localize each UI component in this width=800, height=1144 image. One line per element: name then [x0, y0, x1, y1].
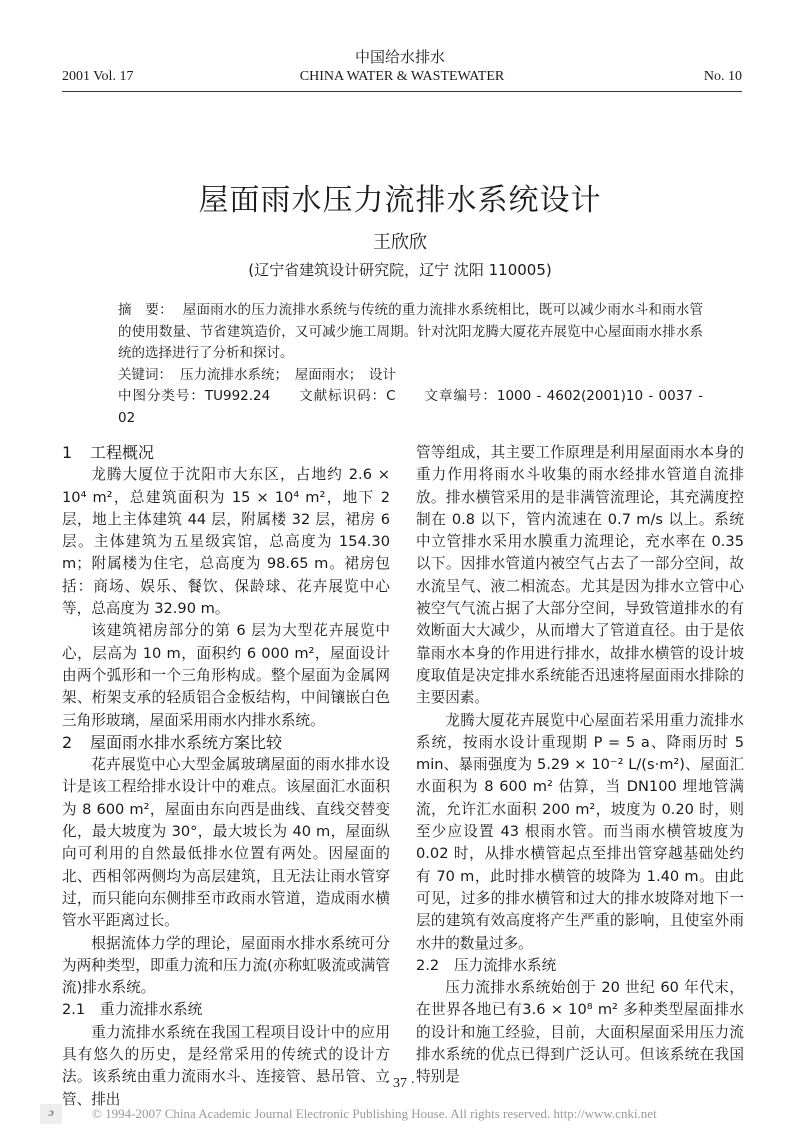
running-header [62, 69, 742, 89]
clc-number: 中图分类号：TU992.24 [118, 388, 271, 404]
keywords-label: 关键词： [118, 366, 172, 383]
paragraph: 龙腾大厦位于沈阳市大东区，占地约 2.6 × 10⁴ m²，总建筑面积为 15 × 10⁴ m²，地下 2 层，地上主体建筑 44 层，附属楼 32 层，裙房 6 层。主体建筑为五星级宾馆，总高度为 154.30 m；附属楼为住宅，总高度为 98.65 m。裙房包括：商场、娱乐、餐饮、保龄球、花卉展览中心等，总高度为 32.90 m。 [62, 466, 390, 618]
article-number: 文章编号：1000 - 4602(2001)10 - 0037 - 02 [118, 388, 703, 426]
keywords [95, 365, 703, 387]
section-title: 重力流排水系统 [100, 1001, 203, 1019]
paragraph: 该建筑裙房部分的第 6 层为大型花卉展览中心，层高为 10 m，面积约 6 000 m²，屋面设计由两个弧形和一个三角形构成。整个屋面为金属网架、桁架支承的轻质铝合金板结构，中间镶嵌白色三角形玻璃，屋面采用雨水内排水系统。 [62, 622, 390, 729]
abstract-text: 屋面雨水的压力流排水系统与传统的重力流排水系统相比，既可以减少雨水斗和雨水管的使用数量、节省建筑造价，又可减少施工周期。针对沈阳龙腾大厦花卉展览中心屋面雨水排水系统的选择进行了分析和探讨。 [118, 302, 703, 361]
affiliation: (辽宁省建筑设计研究院，辽宁 沈阳 110005) [248, 261, 552, 279]
right-column [416, 442, 744, 1089]
keywords-text: 压力流排水系统； 屋面雨水； 设计 [180, 366, 396, 383]
abstract-label: 摘 要： [118, 302, 173, 318]
section-heading-1 [62, 442, 390, 464]
paragraph: 花卉展览中心大型金属玻璃屋面的雨水排水设计是该工程给排水设计中的难点。该屋面汇水面积为 8 600 m²，屋面由东向西是曲线、直线交替变化，最大坡度为 30°，最大坡长为 40 m，屋面纵向可利用的自然最低排水位置有两处。因屋面的北、西相邻两侧均为高层建筑，且无法让雨水管穿过，而只能向东侧排至市政雨水管道，造成雨水横管水平距离过长。 [62, 756, 390, 930]
section-heading-2-2 [416, 955, 744, 977]
section-number: 2.2 [416, 956, 440, 974]
header-divider [62, 91, 742, 92]
left-column [62, 442, 390, 1111]
section-heading-2 [62, 732, 390, 754]
paragraph: 龙腾大厦花卉展览中心屋面若采用重力流排水系统，按雨水设计重现期 P = 5 a、降雨历时 5 min、暴雨强度为 5.29 × 10⁻² L/(s·m²)、屋面汇水面积为 8 600 m² 估算，当 DN100 埋地管满流，允许汇水面积 200 m²，坡度为 0.20 时，则至少应设置 43 根雨水管。而当雨水横管坡度为 0.02 时，从排水横管起点至排出管穿越基础处约有 70 m，此时排水横管的坡降为 1.40 m。由此可见，过多的排水横管和过大的排水坡降对地下一层的建筑有效高度将产生严重的影响，且使室外雨水井的数量过多。 [416, 711, 744, 952]
section-title: 压力流排水系统 [454, 956, 557, 974]
section-number: 1 [62, 443, 73, 462]
section-title: 屋面雨水排水系统方案比较 [90, 732, 283, 752]
paragraph: 压力流排水系统始创于 20 世纪 60 年代末，在世界各地已有3.6 × 10⁸ m² 多种类型屋面排水的设计和施工经验，目前，大面积屋面采用压力流排水系统的优点已得到广泛认可。但该系统在我国特别是 [416, 979, 744, 1086]
paragraph: 根据流体力学的理论，屋面雨水排水系统可分为两种类型，即重力流和压力流(亦称虹吸流或满管流)排水系统。 [62, 934, 390, 997]
paragraph: 重力流排水系统在我国工程项目设计中的应用具有悠久的历史，是经常采用的传统式的设计方法。该系统由重力流雨水斗、连接管、悬吊管、立管、排出 [62, 1023, 390, 1108]
section-heading-2-1 [62, 999, 390, 1021]
copyright-footer [40, 1104, 760, 1124]
classification-line [95, 386, 703, 429]
section-number: 2 [62, 732, 73, 752]
journal-name-cn: 中国给水排水 [354, 48, 445, 66]
cnki-logo-icon: ɔ [40, 1104, 62, 1124]
journal-name-en: CHINA WATER & WASTEWATER [299, 69, 505, 84]
issue-number: No. 10 [703, 69, 742, 84]
section-number: 2.1 [62, 1001, 86, 1019]
abstract [95, 300, 703, 365]
paragraph-continued: 管等组成，其主要工作原理是利用屋面雨水本身的重力作用将雨水斗收集的雨水经排水管道自流排放。排水横管采用的是非满管流理论，其充满度控制在 0.8 以下，管内流速在 0.7 m/s 以上。系统中立管排水采用水膜重力流理论，充水率在 0.35 以下。因排水管道内被空气占去了一部分空间，故水流呈气、液二相流态。尤其是因为排水立管中心被空气气流占据了大部分空间，导致管道排水的有效断面大大减少，从而增大了管道直径。由于是依靠雨水本身的作用进行排水，故排水横管的设计坡度取值是决定排水系统能否迅速将屋面雨水排除的主要因素。 [416, 444, 744, 707]
page-number: · 37 · [384, 1076, 416, 1091]
document-code: 文献标识码：C [298, 388, 396, 404]
section-title: 工程概况 [90, 443, 155, 462]
article-title: 屋面雨水压力流排水系统设计 [198, 183, 602, 218]
abstract-block [95, 300, 703, 429]
year-volume: 2001 Vol. 17 [62, 69, 134, 84]
author: 王欣欣 [373, 232, 427, 253]
copyright-text: © 1994-2007 China Academic Journal Electronic Publishing House. All rights reserved. http://www.cnki.net [92, 1106, 657, 1121]
